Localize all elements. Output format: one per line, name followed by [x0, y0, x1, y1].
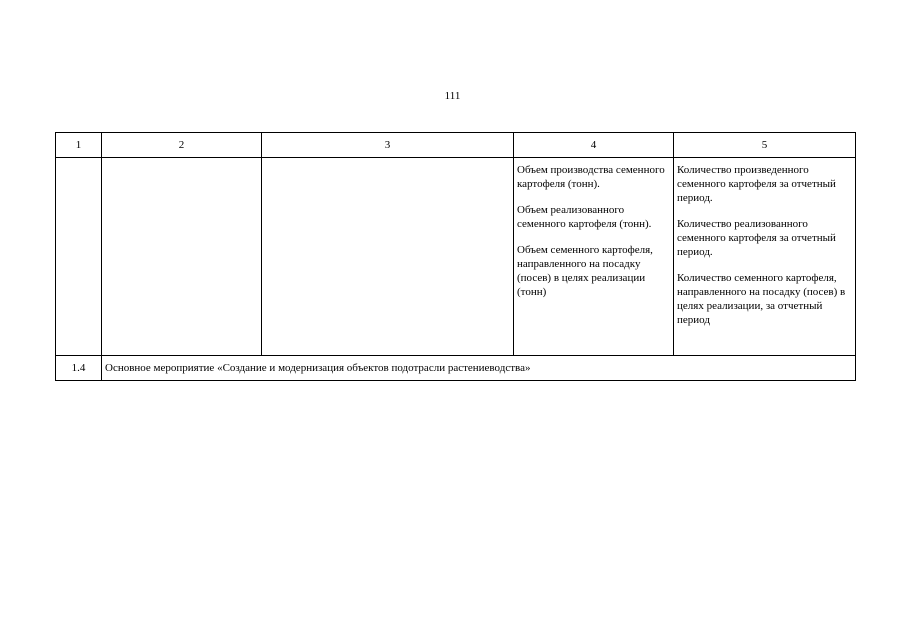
- table-cell-col3: [262, 158, 514, 356]
- table-row: [56, 356, 856, 381]
- row-number: 1.4: [56, 356, 102, 381]
- column-header-3: 3: [262, 133, 514, 158]
- table-cell-definitions: [674, 158, 856, 356]
- definition-sales-quantity: Количество реализованного семенного картофеля за отчетный период.: [677, 218, 836, 258]
- table-cell-col2: [102, 158, 262, 356]
- column-header-1: 1: [56, 133, 102, 158]
- column-header-5: 5: [674, 133, 856, 158]
- column-header-4: 4: [514, 133, 674, 158]
- indicator-sales-volume: Объем реализованного семенного картофеля (тонн).: [517, 204, 652, 230]
- section-title: Основное мероприятие «Создание и модернизация объектов подотрасли растениеводства»: [102, 356, 856, 381]
- table-header-row: [56, 133, 856, 158]
- indicator-production-volume: Объем производства семенного картофеля (тонн).: [517, 164, 665, 190]
- document-table: [55, 132, 856, 381]
- definition-production-quantity: Количество произведенного семенного картофеля за отчетный период.: [677, 164, 836, 204]
- indicator-planting-volume: Объем семенного картофеля, направленного на посадку (посев) в целях реализации (тонн): [517, 244, 653, 298]
- column-header-2: 2: [102, 133, 262, 158]
- table-cell-col1: [56, 158, 102, 356]
- table-row: [56, 158, 856, 356]
- page-number: 111: [444, 90, 461, 102]
- definition-planting-quantity: Количество семенного картофеля, направленного на посадку (посев) в целях реализации, за отчетный период: [677, 272, 846, 326]
- table-cell-indicators: [514, 158, 674, 356]
